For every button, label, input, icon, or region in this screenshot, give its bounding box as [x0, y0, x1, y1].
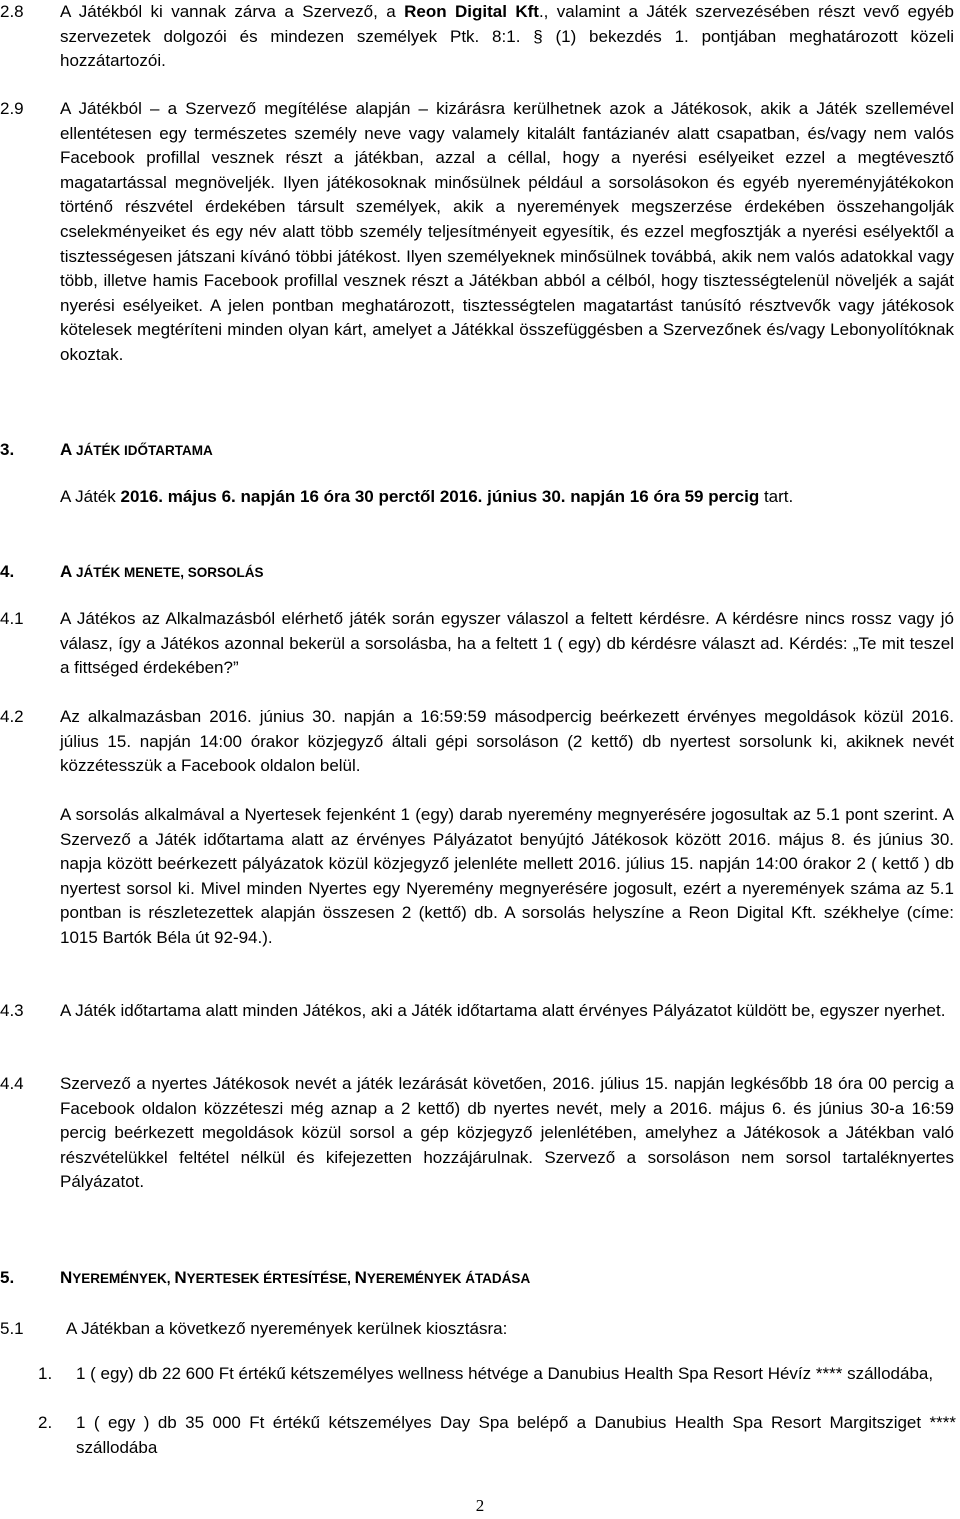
section-text: Szervező a nyertes Játékosok nevét a játék lezárását követően, 2016. július 15. napján legkésőbb 18 óra 00 percig a Facebook oldalon közzéteszi még aznap a 2 kettő) db nyertes nevét, mely a 2016. május 6. és június 30-a 16:59 percig beérkezett megoldások közül sorsol a gép közjegyző jelenlétében, amelyhez a Játékosok a Játékban való részvételükkel feltétel nélkül és kifejezetten hozzájárulnak. Szervező a sorsoláson nem sorsol tartaléknyertes Pályázatot.: [60, 1074, 954, 1192]
section-number: 2.9: [0, 99, 24, 118]
heading-title: NYEREMÉNYEK, NYERTESEK ÉRTESÍTÉSE, NYEREMÉNYEK ÁTADÁSA: [60, 1268, 531, 1287]
section-number: 5.1: [0, 1319, 24, 1338]
heading-title: A JÁTÉK MENETE, SORSOLÁS: [60, 562, 264, 581]
section-text: A Játékból ki vannak zárva a Szervező, a Reon Digital Kft., valamint a Játék szervezésében részt vevő egyéb szervezetek dolgozói és mindezen személyek Ptk. 8:1. § (1) bekezdés 1. pontjában meghatározott közeli hozzátartozói.: [60, 2, 955, 71]
heading-number: 5.: [0, 1268, 15, 1287]
company-name: Reon Digital Kft: [404, 2, 539, 21]
prize-text: 1 ( egy) db 22 600 Ft értékű kétszemélyes wellness hétvége a Danubius Health Spa Resort Hévíz **** szállodába,: [76, 1364, 934, 1383]
section-number: 4.4: [0, 1074, 24, 1093]
game-period: 2016. május 6. napján 16 óra 30 perctől 2016. június 30. napján 16 óra 59 percig: [120, 487, 760, 506]
section-text: Az alkalmazásban 2016. június 30. napján a 16:59:59 másodpercig beérkezett érvényes megoldások közül 2016. július 15. napján 14:00 órakor közjegyző általi gépi sorsoláson (2 kettő) db nyertest sorsolunk ki, akiknek nevét közzétesszük a Facebook oldalon belül.: [60, 707, 954, 776]
prize-text: 1 ( egy ) db 35 000 Ft értékű kétszemélyes Day Spa belépő a Danubius Health Spa Resort Margitsziget **** szállodába: [76, 1413, 956, 1457]
section-number: 2.8: [0, 2, 24, 21]
list-number: 1.: [38, 1364, 53, 1383]
section-number: 4.2: [0, 707, 24, 726]
section-number: 4.1: [0, 609, 24, 628]
section-text: A Játékos az Alkalmazásból elérhető játék során egyszer válaszol a feltett kérdésre. A kérdésre nincs rossz vagy jó válasz, így a Játékos azonnal bekerül a sorsolásba, ha a feltett 1 ( egy) db kérdésre választ ad. Kérdés: „Te mit teszel a fittséged érdekében?”: [60, 609, 954, 678]
page-number: 2: [475, 1496, 485, 1515]
section-text: A Játékból – a Szervező megítélése alapján – kizárásra kerülhetnek azok a Játékosok, akik a Játék szellemével ellentétesen egy természetes személy neve vagy valamely kitalált fantázianév alatt csapatban, és/vagy nem valós Facebook profillal vesznek részt a játékban, azzal a céllal, hogy a nyerési esélyeiket ezzel a megtévesztő magatartással megnöveljék. Ilyen játékosoknak minősülnek például a sorsolásokon és egyéb nyereményjátékokon történő részvétel érdekében társult személyek, akik a nyeremények megszerzése érdekében összehangolják cselekményeiket és egy név alatt több személy teljesítményeit egyesítik, és ezzel megfosztják a nyerési esélyektől a tisztességesen játszani kívánó többi játékost. Ilyen személyeknek minősülnek továbbá, akik nem valós adatokkal vagy több, illetve hamis Facebook profillal vesznek részt a Játékban abból a célból, hogy tisztességtelenül növeljék a saját nyerési esélyeiket. A jelen pontban meghatározott, tisztességtelen magatartást tanúsító résztvevők vagy játékosok kötelesek megtéríteni minden olyan kárt, amelyet a Játékkal összefüggésben a Szervezőnek és/vagy Lebonyolítóknak okoztak.: [60, 99, 954, 364]
heading-number: 3.: [0, 440, 15, 459]
section-text: A Játék 2016. május 6. napján 16 óra 30 perctől 2016. június 30. napján 16 óra 59 percig tart.: [60, 487, 794, 506]
section-text: A Játékban a következő nyeremények kerülnek kiosztásra:: [66, 1319, 508, 1338]
heading-title: A JÁTÉK IDŐTARTAMA: [60, 440, 213, 459]
list-number: 2.: [38, 1413, 53, 1432]
section-number: 4.3: [0, 1001, 24, 1020]
heading-number: 4.: [0, 562, 15, 581]
section-text: A Játék időtartama alatt minden Játékos, aki a Játék időtartama alatt érvényes Pályázatot küldött be, egyszer nyerhet.: [60, 1001, 946, 1020]
section-text: A sorsolás alkalmával a Nyertesek fejenként 1 (egy) darab nyeremény megnyerésére jogosultak az 5.1 pont szerint. A Szervező a Játék időtartama alatt az érvényes Pályázatot benyújtó Játékosok között 2016. május 8. és június 30. napja között beérkezett pályázatok közül közjegyző jelenléte mellett 2016. július 15. napján 14:00 órakor 2 ( kettő ) db nyertest sorsol ki. Mivel minden Nyertes egy Nyeremény megnyerésére jogosult, ezért a nyeremények száma az 5.1 pontban is részletezettek alapján összesen 2 (kettő) db. A sorsolás helyszíne a Reon Digital Kft. székhelye (címe: 1015 Bartók Béla út 92-94.).: [60, 805, 954, 947]
